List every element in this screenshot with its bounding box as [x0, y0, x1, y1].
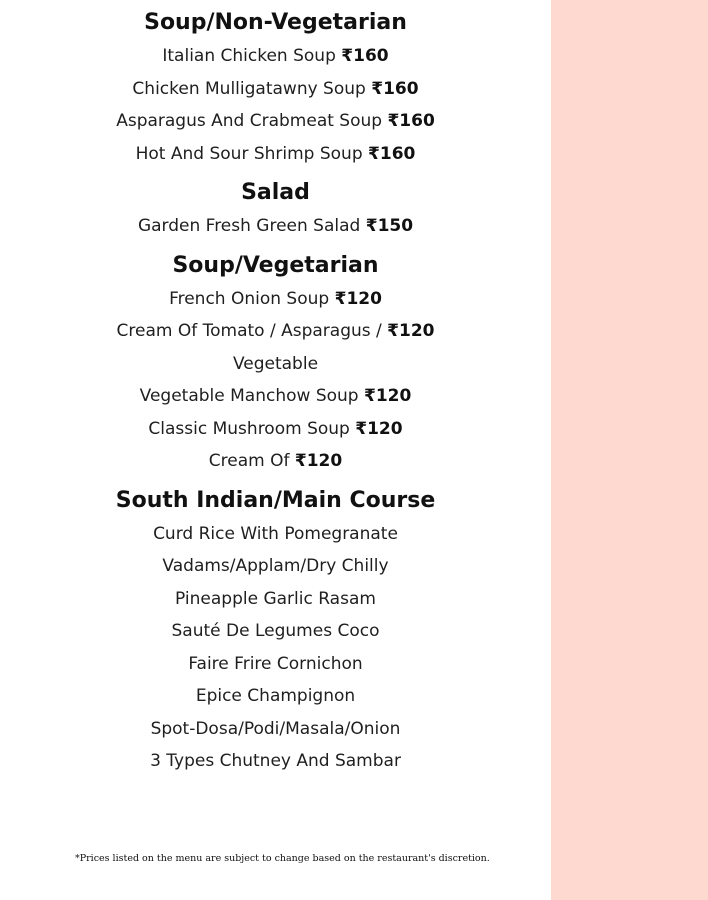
item-price: ₹150	[365, 216, 414, 236]
menu-item	[0, 550, 551, 583]
section-title: Soup/Vegetarian	[172, 252, 379, 278]
item-name: Faire Frire Cornichon	[188, 653, 363, 674]
menu-item	[0, 445, 551, 478]
item-price: ₹120	[364, 386, 412, 406]
menu-item	[0, 283, 551, 316]
menu-content	[0, 6, 551, 778]
item-name: Italian Chicken Soup	[162, 46, 336, 66]
menu-item	[0, 745, 551, 778]
menu-item	[0, 73, 551, 106]
item-price: ₹120	[294, 451, 343, 471]
item-price: ₹120	[334, 288, 382, 309]
section-title: South Indian/Main Course	[115, 487, 436, 513]
section-soup-vegetarian	[0, 249, 551, 478]
menu-item	[0, 210, 551, 243]
item-name: Vadams/Applam/Dry Chilly	[162, 556, 389, 576]
item-name: Classic Mushroom Soup	[148, 418, 350, 439]
price-disclaimer: *Prices listed on the menu are subject to change based on the restaurant's discretion.	[75, 853, 490, 864]
item-name: Cream Of	[208, 451, 290, 471]
section-south-indian-main-course	[0, 484, 551, 778]
menu-item	[0, 583, 551, 616]
item-name: Vegetable Manchow Soup	[139, 386, 359, 406]
section-soup-non-vegetarian	[0, 6, 551, 170]
item-name: Cream Of Tomato / Asparagus /	[116, 321, 382, 341]
item-name: Sauté De Legumes Coco	[171, 621, 380, 641]
item-name: French Onion Soup	[169, 288, 330, 309]
item-name: Curd Rice With Pomegranate	[153, 523, 398, 544]
menu-item	[0, 648, 551, 681]
item-price: ₹160	[371, 78, 419, 99]
item-price: ₹120	[387, 321, 435, 341]
menu-item	[0, 413, 551, 446]
item-name: Pineapple Garlic Rasam	[175, 588, 376, 609]
item-name: Chicken Mulligatawny Soup	[132, 78, 366, 99]
menu-item	[0, 615, 551, 648]
section-title: Salad	[241, 180, 310, 205]
item-name: Asparagus And Crabmeat Soup	[116, 111, 383, 131]
menu-item	[0, 40, 551, 73]
item-price: ₹160	[387, 111, 435, 131]
menu-item	[0, 138, 551, 171]
menu-item	[0, 518, 551, 551]
item-name: 3 Types Chutney And Sambar	[150, 751, 401, 771]
menu-item	[0, 315, 551, 348]
menu-item	[0, 380, 551, 413]
menu-item-continuation: Vegetable	[232, 353, 319, 374]
decorative-side-panel	[551, 0, 708, 900]
menu-item	[0, 105, 551, 138]
item-price: ₹160	[368, 143, 416, 164]
item-name: Hot And Sour Shrimp Soup	[135, 143, 363, 164]
menu-item	[0, 713, 551, 746]
item-price: ₹120	[355, 418, 403, 439]
item-name: Epice Champignon	[195, 686, 356, 706]
item-name: Spot-Dosa/Podi/Masala/Onion	[150, 718, 401, 739]
item-price: ₹160	[341, 46, 389, 66]
menu-item	[0, 680, 551, 713]
item-name: Garden Fresh Green Salad	[137, 216, 361, 236]
section-title: Soup/Non-Vegetarian	[144, 10, 407, 35]
section-salad	[0, 176, 551, 243]
